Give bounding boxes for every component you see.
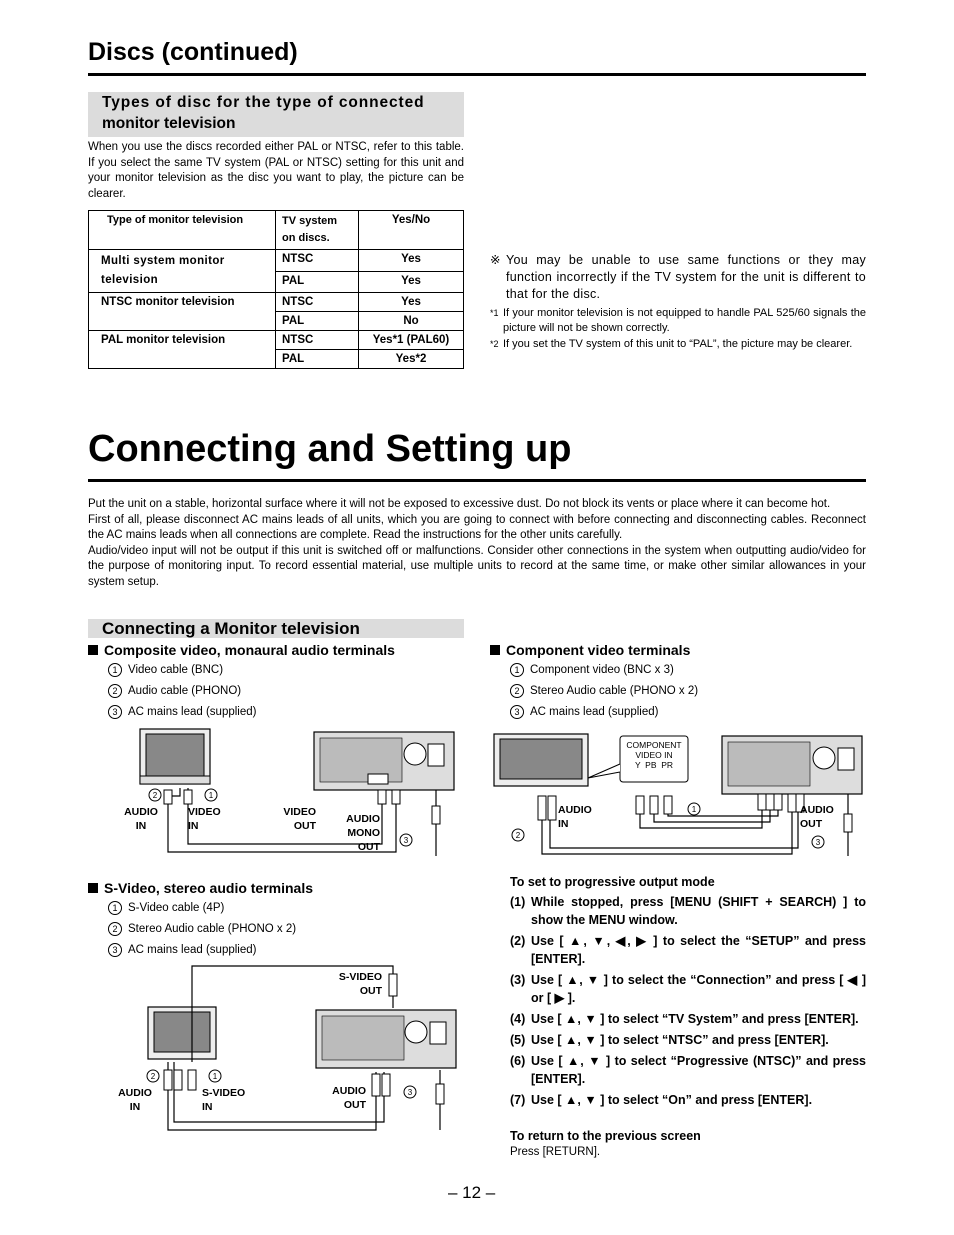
player-unit-icon [316,1010,456,1068]
number-1-icon: 1 [108,901,122,915]
heading-text: S-Video, stereo audio terminals [104,880,314,896]
label-component-video-in: COMPONENT VIDEO IN [626,740,682,760]
number-3-icon: 3 [108,705,122,719]
note-text: You may be unable to use same functions or they may function incorrectly if the TV system for the unit is different to that for the disc. [506,253,866,301]
table-cell: Yes*2 [359,350,464,369]
footnote-1 [490,306,866,336]
table-header [359,211,464,250]
step [510,932,866,968]
number-1-icon: 1 [510,663,524,677]
label-audio-out: AUDIO OUT [800,804,834,830]
item-text: AC mains lead (supplied) [530,706,659,718]
callout-label: 2 [515,831,521,840]
number-3-icon: 3 [510,705,524,719]
list-item [108,940,296,961]
header-text: Yes/No [391,214,431,226]
table-cell: No [359,312,464,331]
callout-label: 1 [212,1072,218,1081]
list-item [108,702,256,723]
step [510,1052,866,1088]
component-heading [490,642,690,658]
callout-label: 3 [407,1088,413,1097]
table-cell: Yes [359,250,464,272]
step-number: (6) [510,1054,526,1068]
monitor-tv-icon [148,1007,216,1059]
item-text: Stereo Audio cable (PHONO x 2) [530,685,699,697]
divider [88,73,866,76]
item-text: AC mains lead (supplied) [128,706,257,718]
disc-types-heading [88,92,464,137]
note-text: If you set the TV system of this unit to “PAL”, the picture may be clearer. [503,338,853,350]
table-cell [89,293,276,331]
header-text: TV system on discs. [282,215,338,244]
step-number: (7) [510,1093,526,1107]
callout-label: 1 [691,805,697,814]
step-number: (1) [510,895,526,909]
page-number: – 12 – [448,1183,496,1202]
label-audio-in: AUDIO IN [558,804,592,830]
number-1-icon: 1 [108,663,122,677]
table-cell: PAL [276,350,359,369]
step [510,893,866,929]
footnote-mark: *1 [490,308,499,318]
label-audio-in: AUDIO IN [124,806,158,832]
table-cell [89,331,276,369]
step-text: Use [ ▲, ▼ ] to select “Progressive (NTSC)” and press [ENTER]. [531,1054,866,1086]
svideo-diagram [110,962,460,1134]
reference-mark: ※ [490,253,501,267]
component-list [510,660,698,723]
step-text: Use [ ▲, ▼ ] to select “TV System” and press [ENTER]. [531,1012,859,1026]
step-text: Use [ ▲, ▼, ◀, ▶ ] to select the “SETUP” and press [ENTER]. [531,934,866,966]
return-heading: To return to the previous screen [510,1129,701,1143]
table-cell: PAL [276,312,359,331]
callout-label: 3 [815,838,821,847]
list-item [510,681,698,702]
list-item [108,919,296,940]
heading-text: Composite video, monaural audio terminals [104,642,395,658]
cell-text: Multi system monitor television [101,255,225,286]
list-item [108,681,256,702]
label-svideo-out: S-VIDEO OUT [338,971,382,997]
monitor-tv-icon [140,729,210,784]
composite-heading [88,642,395,658]
item-text: Video cable (BNC) [128,664,224,676]
square-bullet-icon [88,645,98,655]
progressive-heading: To set to progressive output mode [510,875,715,889]
table-cell: Yes [359,271,464,293]
callout-label: 2 [152,791,158,800]
table-cell: Yes*1 (PAL60) [359,331,464,350]
callout-label: 1 [208,791,214,800]
callout-label: 2 [150,1072,156,1081]
label-audio-mono-out: AUDIO MONO OUT [346,813,380,853]
number-2-icon: 2 [108,922,122,936]
item-text: Stereo Audio cable (PHONO x 2) [128,923,297,935]
item-text: Audio cable (PHONO) [128,685,242,697]
step [510,1010,866,1028]
heading-line: monitor television [102,115,236,132]
table-cell: NTSC [276,331,359,350]
paragraph: First of all, please disconnect AC mains leads of all units, which you are going to connect with before connecting and disconnecting cables. Reconnect the AC mains leads when all connections are complete. Read the instructions for the other units carefully. [88,513,866,542]
label-audio-in: AUDIO IN [118,1087,152,1113]
divider [88,479,866,482]
composite-diagram [110,724,460,859]
return-text: Press [RETURN]. [510,1146,601,1158]
list-item [510,702,698,723]
table-cell [89,250,276,293]
svideo-list [108,898,296,961]
player-unit-icon [722,736,862,794]
footnote-mark: *2 [490,339,499,349]
step [510,1091,866,1109]
note-main [490,252,866,303]
label-video-out: VIDEO OUT [283,806,316,832]
section-title: Discs (continued) [88,38,298,66]
step-text: Use [ ▲, ▼ ] to select “NTSC” and press [ENTER]. [531,1033,829,1047]
header-text: Type of monitor television [107,214,244,226]
item-text: Component video (BNC x 3) [530,664,674,676]
monitor-tv-icon [494,734,588,786]
page-title: Connecting and Setting up [88,428,572,470]
square-bullet-icon [88,883,98,893]
step [510,1031,866,1049]
footnote-2 [490,337,866,352]
callout-label: 3 [403,836,409,845]
step-number: (2) [510,934,526,948]
cell-text: NTSC monitor television [101,296,235,308]
table-cell: PAL [276,271,359,293]
step [510,971,866,1007]
heading-text: Connecting a Monitor television [102,619,360,638]
tv-system-table [88,210,464,369]
svideo-heading [88,880,313,896]
label-video-in: VIDEO IN [188,806,221,832]
table-cell: NTSC [276,293,359,312]
label-svideo-in: S-VIDEO IN [202,1087,246,1113]
table-header [276,211,359,250]
square-bullet-icon [490,645,500,655]
step-text: Use [ ▲, ▼ ] to select “On” and press [ENTER]. [531,1093,813,1107]
disc-types-intro: When you use the discs recorded either PAL or NTSC, refer to this table. If you select the same TV system (PAL or NTSC) setting for this unit and your monitor television as the disc you want to play, the picture can be clearer. [88,141,464,200]
step-text: While stopped, press [MENU (SHIFT + SEARCH) ] to show the MENU window. [531,895,866,927]
list-item [510,660,698,681]
step-number: (5) [510,1033,526,1047]
progressive-section [510,873,866,1160]
list-item [108,660,256,681]
item-text: S-Video cable (4P) [128,902,225,914]
number-2-icon: 2 [108,684,122,698]
composite-list [108,660,256,723]
heading-line: Types of disc for the type of connected [102,94,425,111]
number-2-icon: 2 [510,684,524,698]
list-item [108,898,296,919]
item-text: AC mains lead (supplied) [128,944,257,956]
step-text: Use [ ▲, ▼ ] to select the “Connection” and press [ ◀ ] or [ ▶ ]. [531,973,866,1005]
number-3-icon: 3 [108,943,122,957]
table-header [89,211,276,250]
label-audio-out: AUDIO OUT [332,1085,366,1111]
table-cell: Yes [359,293,464,312]
step-number: (3) [510,973,526,987]
notes [490,252,866,352]
label-y-pb-pr: Y PB PR [634,760,674,770]
heading-text: Component video terminals [506,642,691,658]
table-cell: NTSC [276,250,359,272]
step-number: (4) [510,1012,526,1026]
paragraph: Put the unit on a stable, horizontal surface where it will not be exposed to excessive dust. Do not block its vents or place where it can become hot. [88,498,831,510]
cell-text: PAL monitor television [101,334,226,346]
player-unit-icon [314,732,454,790]
note-text: If your monitor television is not equipped to handle PAL 525/60 signals the picture will not be shown correctly. [503,307,866,334]
monitor-heading [88,619,464,638]
connecting-intro [88,497,866,591]
paragraph: Audio/video input will not be output if this unit is switched off or malfunctions. Consider other connections in the system when outputting audio/video for the purpose of monitoring input. To record essential material, use multiple units to record at the same time, or make other similar allowances in your system setup. [88,544,866,588]
